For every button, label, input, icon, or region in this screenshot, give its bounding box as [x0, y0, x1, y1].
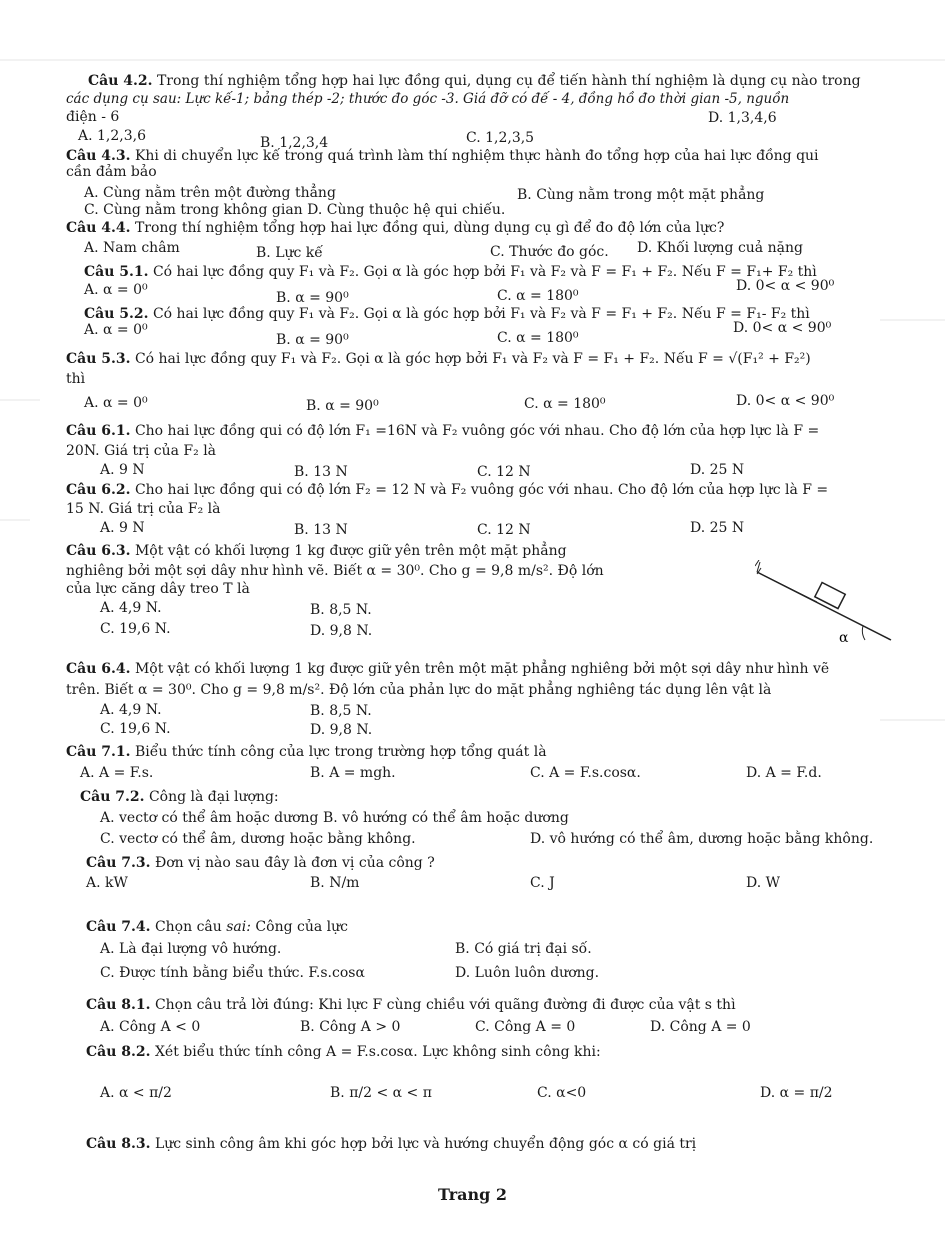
option-b[interactable]: B. Lực kế	[256, 245, 323, 261]
question-text: Đơn vị nào sau đây là đơn vị của công ?	[154, 855, 435, 871]
question-5-3-line1	[66, 350, 811, 368]
option-d[interactable]: D. Luôn luôn dương.	[455, 965, 600, 981]
option-c[interactable]: C. α<0	[537, 1085, 587, 1101]
question-text: Có hai lực đồng quy F₁ và F₂. Gọi α là góc hợp bởi F₁ và F₂ và F = F₁ + F₂. Nếu F = √(F₁² + F₂²)	[134, 351, 811, 367]
option-a[interactable]: A. 9 N	[100, 520, 145, 536]
option-b[interactable]: B. Công A > 0	[300, 1019, 401, 1035]
option-b[interactable]: B. α = 90⁰	[276, 290, 349, 306]
question-text: Một vật có khối lượng 1 kg được giữ yên trên một mặt phẳng	[134, 543, 567, 559]
question-text: Cho hai lực đồng qui có độ lớn F₂ = 12 N và F₂ vuông góc với nhau. Cho độ lớn của hợp lực là F =	[134, 482, 829, 498]
question-text: Có hai lực đồng quy F₁ và F₂. Gọi α là góc hợp bởi F₁ và F₂ và F = F₁ + F₂. Nếu F = F₁+ F₂ thì	[152, 264, 817, 280]
option-a[interactable]: A. A = F.s.	[80, 765, 154, 781]
option-d[interactable]: D. W	[746, 875, 781, 891]
question-title: Câu 5.3.	[66, 351, 131, 367]
question-text: Trong thí nghiệm tổng hợp hai lực đồng qui, dùng dụng cụ gì để đo độ lớn của lực?	[134, 220, 725, 236]
question-5-2	[84, 305, 810, 323]
option-c[interactable]: C. J	[530, 875, 555, 891]
question-6-1-line2: 20N. Giá trị của F₂ là	[66, 443, 217, 459]
question-4-2-line3: điện - 6	[66, 109, 120, 125]
question-text: Trong thí nghiệm tổng hợp hai lực đồng qui, dụng cụ để tiến hành thí nghiệm là dụng cụ nào trong	[156, 73, 861, 89]
option-a[interactable]: A. α = 0⁰	[84, 322, 148, 338]
option-a[interactable]: A. kW	[86, 875, 128, 891]
question-title: Câu 8.1.	[86, 997, 151, 1013]
option-d[interactable]: D. 0< α < 90⁰	[733, 320, 832, 336]
question-title: Câu 6.2.	[66, 482, 131, 498]
question-title: Câu 4.3.	[66, 148, 131, 164]
angle-label: α	[839, 630, 849, 646]
option-a[interactable]: A. Nam châm	[84, 240, 180, 256]
string	[759, 573, 817, 602]
option-d[interactable]: D. 25 N	[690, 462, 745, 478]
question-6-2-line1	[66, 481, 828, 499]
option-b[interactable]: B. N/m	[310, 875, 360, 891]
question-title: Câu 4.4.	[66, 220, 131, 236]
question-6-3-line1	[66, 542, 567, 560]
question-title: Câu 6.4.	[66, 661, 131, 677]
option-b[interactable]: B. 8,5 N.	[310, 703, 372, 719]
question-text: Chọn câu trả lời đúng: Khi lực F cùng chiều với quãng đường đi được của vật s thì	[154, 997, 736, 1013]
option-d[interactable]: D. Công A = 0	[650, 1019, 751, 1035]
question-title: Câu 7.4.	[86, 919, 151, 935]
option-a[interactable]: A. α = 0⁰	[84, 282, 148, 298]
option-c[interactable]: C. 1,2,3,5	[466, 130, 535, 146]
question-text: Khi di chuyển lực kế trong quá trình làm thí nghiệm thực hành đo tổng hợp của hai lực đồng qui	[134, 148, 819, 164]
option-c[interactable]: C. 12 N	[477, 464, 531, 480]
question-7-4	[86, 918, 348, 936]
question-4-3-line2: cần đảm bảo	[66, 164, 157, 180]
question-text: Có hai lực đồng quy F₁ và F₂. Gọi α là góc hợp bởi F₁ và F₂ và F = F₁ + F₂. Nếu F = F₁- F₂ thì	[152, 306, 810, 322]
question-6-4-line2: trên. Biết α = 30⁰. Cho g = 9,8 m/s². Độ lớn của phản lực do mặt phẳng nghiêng tác dụng lên vật là	[66, 682, 772, 698]
option-c[interactable]: C. 19,6 N.	[100, 721, 171, 737]
question-title: Câu 8.3.	[86, 1136, 151, 1152]
question-title: Câu 7.1.	[66, 744, 131, 760]
question-8-2	[86, 1043, 601, 1061]
option-a[interactable]: A. 1,2,3,6	[78, 128, 146, 144]
option-a[interactable]: A. vectơ có thể âm hoặc dương B. vô hướng có thể âm hoặc dương	[100, 810, 569, 826]
option-c[interactable]: C. α = 180⁰	[524, 396, 606, 412]
option-b[interactable]: B. 1,2,3,4	[260, 135, 329, 151]
option-d[interactable]: D. 0< α < 90⁰	[736, 278, 835, 294]
option-b[interactable]: B. Có giá trị đại số.	[455, 941, 592, 957]
inclined-plane-diagram	[755, 560, 895, 650]
question-7-1	[66, 743, 547, 761]
option-b[interactable]: B. Cùng nằm trong một mặt phẳng	[517, 187, 765, 203]
question-4-4	[66, 219, 724, 237]
option-a[interactable]: A. Công A < 0	[100, 1019, 201, 1035]
option-c[interactable]: C. α = 180⁰	[497, 288, 579, 304]
option-d[interactable]: D. A = F.d.	[746, 765, 822, 781]
question-title: Câu 5.1.	[84, 264, 149, 280]
question-title: Câu 6.1.	[66, 423, 131, 439]
option-d[interactable]: D. Khối lượng cuả nặng	[637, 240, 803, 256]
question-8-3	[86, 1135, 696, 1153]
question-6-3-line2: nghiêng bởi một sợi dây như hình vẽ. Biết α = 30⁰. Cho g = 9,8 m/s². Độ lớn	[66, 563, 604, 579]
question-6-3-line3: của lực căng dây treo T là	[66, 581, 250, 597]
option-a[interactable]: A. α = 0⁰	[84, 395, 148, 411]
option-b[interactable]: B. A = mgh.	[310, 765, 396, 781]
question-text: Lực sinh công âm khi góc hợp bởi lực và hướng chuyển động góc α có giá trị	[154, 1136, 697, 1152]
option-c[interactable]: C. 12 N	[477, 522, 531, 538]
option-b[interactable]: B. 13 N	[294, 464, 348, 480]
question-text: Công của lực	[255, 919, 348, 935]
question-text: Chọn câu	[154, 919, 222, 935]
question-4-2-line1	[88, 72, 861, 90]
question-text: Công là đại lượng:	[148, 789, 279, 805]
option-a[interactable]: A. 4,9 N.	[100, 702, 162, 718]
question-title: Câu 6.3.	[66, 543, 131, 559]
option-c[interactable]: C. A = F.s.cosα.	[530, 765, 641, 781]
option-c[interactable]: C. 19,6 N.	[100, 621, 171, 637]
question-4-3-line1	[66, 147, 819, 165]
question-7-3	[86, 854, 435, 872]
option-a[interactable]: A. α < π/2	[100, 1085, 172, 1101]
question-title: Câu 7.3.	[86, 855, 151, 871]
question-4-2-line2: các dụng cụ sau: Lực kế-1; bảng thép -2; thước đo góc -3. Giá đỡ có đế - 4, đồng hồ đo thời gian -5, nguồn	[66, 91, 790, 107]
option-b[interactable]: B. 13 N	[294, 522, 348, 538]
option-b[interactable]: B. α = 90⁰	[306, 398, 379, 414]
question-title: Câu 5.2.	[84, 306, 149, 322]
option-d[interactable]: D. 0< α < 90⁰	[736, 393, 835, 409]
option-a[interactable]: A. 4,9 N.	[100, 600, 162, 616]
question-7-2	[80, 788, 279, 806]
question-title: Câu 8.2.	[86, 1044, 151, 1060]
question-text: Một vật có khối lượng 1 kg được giữ yên trên một mặt phẳng nghiêng bởi một sợi dây như hình vẽ	[134, 661, 830, 677]
question-6-2-line2: 15 N. Giá trị của F₂ là	[66, 501, 221, 517]
page-number: Trang 2	[437, 1185, 508, 1204]
question-text: Cho hai lực đồng qui có độ lớn F₁ =16N và F₂ vuông góc với nhau. Cho độ lớn của hợp lực là F =	[134, 423, 820, 439]
wall-hatch	[755, 560, 759, 566]
option-c[interactable]: C. vectơ có thể âm, dương hoặc bằng không.	[100, 831, 416, 847]
angle-arc	[862, 626, 865, 640]
question-text-emphasis: sai:	[226, 919, 251, 935]
question-title: Câu 7.2.	[80, 789, 145, 805]
option-c[interactable]: C. Công A = 0	[475, 1019, 576, 1035]
question-5-3-line2: thì	[66, 371, 86, 387]
option-c[interactable]: C. Thước đo góc.	[490, 244, 609, 260]
question-8-1	[86, 996, 736, 1014]
option-d[interactable]: D. 25 N	[690, 520, 745, 536]
question-6-4-line1	[66, 660, 829, 678]
option-d[interactable]: D. 9,8 N.	[310, 623, 373, 639]
question-6-1-line1	[66, 422, 819, 440]
option-b[interactable]: B. π/2 < α < π	[330, 1085, 432, 1101]
question-5-1	[84, 263, 817, 281]
option-b[interactable]: B. α = 90⁰	[276, 332, 349, 348]
option-b[interactable]: B. 8,5 N.	[310, 602, 372, 618]
option-d[interactable]: D. 1,3,4,6	[708, 110, 777, 126]
block	[815, 582, 845, 608]
question-title: Câu 4.2.	[88, 73, 153, 89]
option-d[interactable]: D. α = π/2	[760, 1085, 833, 1101]
question-text: Biểu thức tính công của lực trong trường hợp tổng quát là	[134, 744, 547, 760]
option-a[interactable]: A. 9 N	[100, 462, 145, 478]
option-c[interactable]: C. α = 180⁰	[497, 330, 579, 346]
option-a[interactable]: A. Là đại lượng vô hướng.	[100, 941, 282, 957]
option-c[interactable]: C. Cùng nằm trong không gian D. Cùng thuộc hệ qui chiếu.	[84, 202, 506, 218]
option-d[interactable]: D. 9,8 N.	[310, 722, 373, 738]
option-c[interactable]: C. Được tính bằng biểu thức. F.s.cosα	[100, 965, 365, 981]
question-text: Xét biểu thức tính công A = F.s.cosα. Lực không sinh công khi:	[154, 1044, 601, 1060]
option-d[interactable]: D. vô hướng có thể âm, dương hoặc bằng không.	[530, 831, 874, 847]
option-a[interactable]: A. Cùng nằm trên một đường thẳng	[84, 185, 336, 201]
